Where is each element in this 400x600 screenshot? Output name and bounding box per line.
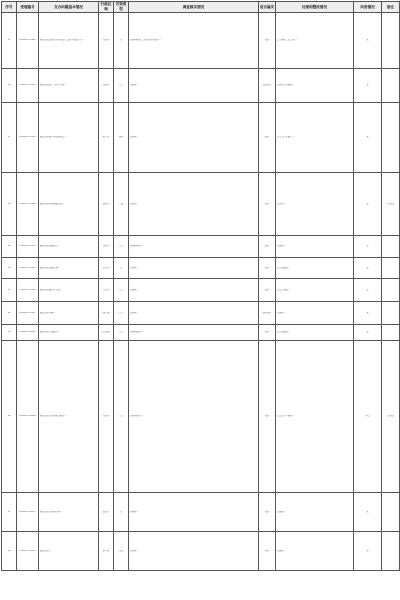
row-id bbox=[17, 103, 39, 173]
row-investigation-text: 经现场核查... bbox=[130, 331, 144, 334]
header-note: 备注 bbox=[382, 2, 400, 13]
row-result bbox=[259, 279, 276, 302]
row-description bbox=[39, 279, 99, 302]
row-investigation-text: 经调查... bbox=[130, 266, 139, 269]
row-type-text: 大气 bbox=[118, 311, 124, 314]
row-handling-text: 已责令停止施工... bbox=[277, 136, 295, 139]
header-result: 是否属实 bbox=[259, 2, 276, 13]
row-id-text: D3610-170215 bbox=[19, 510, 36, 513]
row-description bbox=[39, 236, 99, 258]
complaints-table bbox=[1, 1, 400, 571]
row-result bbox=[259, 236, 276, 258]
row-type bbox=[114, 532, 129, 571]
row-accountability-text: 无 bbox=[366, 136, 369, 139]
row-id bbox=[17, 236, 39, 258]
row-number-text: 17 bbox=[7, 136, 11, 139]
header-row bbox=[2, 2, 400, 13]
row-result-text: 属实 bbox=[264, 549, 270, 552]
row-handling-text: 已整改... bbox=[277, 311, 286, 314]
row-result-text: 属实 bbox=[264, 510, 270, 513]
row-region bbox=[99, 13, 114, 69]
row-region bbox=[99, 258, 114, 279]
row-result-text: 属实 bbox=[264, 266, 270, 269]
row-id bbox=[17, 493, 39, 532]
table-row bbox=[2, 279, 400, 302]
row-number-text: 16 bbox=[7, 84, 11, 87]
row-type-text: 大气 bbox=[118, 245, 124, 248]
row-id-text: D3610-170197 bbox=[19, 311, 36, 314]
row-investigation bbox=[129, 341, 259, 493]
row-investigation bbox=[129, 279, 259, 302]
row-note bbox=[382, 13, 400, 69]
row-region-text: 皇姑区 bbox=[102, 202, 110, 205]
row-handling bbox=[276, 532, 354, 571]
row-id bbox=[17, 279, 39, 302]
row-result-text: 属实 bbox=[264, 39, 270, 42]
row-id-text: D3610-170209 bbox=[19, 415, 36, 418]
row-handling bbox=[276, 103, 354, 173]
row-description-text: 群众反映... bbox=[40, 549, 51, 552]
row-accountability-text: 无 bbox=[366, 266, 369, 269]
row-description-text: 群众反映某小区噪声扰民... bbox=[40, 136, 67, 139]
row-number-text: 22 bbox=[7, 311, 11, 314]
row-region-text: 于洪区 bbox=[102, 266, 110, 269]
row-accountability-text: 无 bbox=[366, 288, 369, 291]
table-row bbox=[2, 236, 400, 258]
row-investigation-text: 经核查... bbox=[130, 84, 139, 87]
row-number bbox=[2, 302, 17, 325]
row-note bbox=[382, 258, 400, 279]
row-handling-text: 责令整改，已完成... bbox=[277, 39, 297, 42]
row-result bbox=[259, 173, 276, 236]
row-handling-text: 已责令停产整改... bbox=[277, 415, 295, 418]
table-row bbox=[2, 341, 400, 493]
row-investigation bbox=[129, 258, 259, 279]
row-number-text: 20 bbox=[7, 266, 11, 269]
row-accountability bbox=[354, 13, 382, 69]
row-investigation bbox=[129, 103, 259, 173]
row-description-text: 群众反映锅炉冒黑烟... bbox=[40, 288, 62, 291]
row-accountability bbox=[354, 258, 382, 279]
table-row bbox=[2, 532, 400, 571]
row-type bbox=[114, 341, 129, 493]
row-result bbox=[259, 532, 276, 571]
row-description bbox=[39, 173, 99, 236]
row-number bbox=[2, 341, 17, 493]
header-handling: 处理和整改情况 bbox=[276, 2, 354, 13]
row-number bbox=[2, 279, 17, 302]
row-description bbox=[39, 532, 99, 571]
row-region bbox=[99, 69, 114, 103]
row-note bbox=[382, 279, 400, 302]
row-number-text: 21 bbox=[7, 288, 11, 291]
row-description-text: 群众反映河道污染... bbox=[40, 266, 60, 269]
row-id-text: D3610-170202 bbox=[19, 331, 36, 334]
row-region bbox=[99, 493, 114, 532]
table-row bbox=[2, 173, 400, 236]
row-accountability-text: 无 bbox=[366, 202, 369, 205]
row-description bbox=[39, 325, 99, 341]
row-type-text: 其他 bbox=[118, 549, 124, 552]
row-result bbox=[259, 302, 276, 325]
row-type bbox=[114, 69, 129, 103]
row-id-text: D3610-170151 bbox=[19, 136, 36, 139]
row-handling-text: 已整改... bbox=[277, 245, 286, 248]
row-handling-text: 已完成整改... bbox=[277, 331, 291, 334]
row-type bbox=[114, 302, 129, 325]
row-id-text: D3610-170183 bbox=[19, 266, 36, 269]
row-handling bbox=[276, 493, 354, 532]
table-row bbox=[2, 325, 400, 341]
header-investigation: 调查核实情况 bbox=[129, 2, 259, 13]
row-number-text: 15 bbox=[7, 39, 11, 42]
row-note bbox=[382, 103, 400, 173]
row-handling-text: 已整改... bbox=[277, 549, 286, 552]
row-number bbox=[2, 103, 17, 173]
row-accountability-text: 问责 bbox=[365, 415, 370, 418]
row-accountability bbox=[354, 532, 382, 571]
row-type-text: 大气 bbox=[118, 331, 124, 334]
row-number-text: 24 bbox=[7, 415, 11, 418]
table-row bbox=[2, 493, 400, 532]
row-accountability bbox=[354, 103, 382, 173]
row-number bbox=[2, 325, 17, 341]
row-description-text: 群众反映异味... bbox=[40, 311, 56, 314]
row-id bbox=[17, 173, 39, 236]
row-description-text: 群众反映某工厂粉尘污染... bbox=[40, 84, 67, 87]
row-handling bbox=[276, 341, 354, 493]
row-accountability bbox=[354, 302, 382, 325]
row-id bbox=[17, 302, 39, 325]
row-number-text: 18 bbox=[7, 202, 11, 205]
row-result-text: 部分属实 bbox=[262, 311, 272, 314]
header-accountability: 问责情况 bbox=[354, 2, 382, 13]
row-investigation bbox=[129, 69, 259, 103]
row-number-text: 19 bbox=[7, 245, 11, 248]
row-accountability bbox=[354, 493, 382, 532]
row-type bbox=[114, 258, 129, 279]
row-description bbox=[39, 493, 99, 532]
row-id-text: D3610-170134 bbox=[19, 84, 36, 87]
row-description bbox=[39, 258, 99, 279]
row-investigation-text: 经核实... bbox=[130, 202, 139, 205]
row-description-text: 群众反映养殖场污染... bbox=[40, 510, 62, 513]
row-type bbox=[114, 13, 129, 69]
row-accountability-text: 无 bbox=[366, 39, 369, 42]
row-number bbox=[2, 13, 17, 69]
row-region-text: 沈河区 bbox=[102, 245, 110, 248]
header-type: 污染类型 bbox=[114, 2, 129, 13]
row-description-text: 群众反映工地扬尘... bbox=[40, 331, 60, 334]
row-note bbox=[382, 341, 400, 493]
row-investigation-text: 经调查核实... bbox=[130, 415, 144, 418]
row-id bbox=[17, 69, 39, 103]
row-result bbox=[259, 258, 276, 279]
header-desc: 交办问题基本情况 bbox=[39, 2, 99, 13]
row-id bbox=[17, 13, 39, 69]
row-note bbox=[382, 173, 400, 236]
row-description bbox=[39, 302, 99, 325]
row-type bbox=[114, 236, 129, 258]
row-region bbox=[99, 173, 114, 236]
row-id bbox=[17, 532, 39, 571]
row-handling bbox=[276, 279, 354, 302]
row-type-text: 大气 bbox=[118, 415, 124, 418]
row-investigation-text: 经调查... bbox=[130, 549, 139, 552]
row-type-text: 大气 bbox=[118, 288, 124, 291]
row-region-text: 浑南区 bbox=[102, 415, 110, 418]
row-id bbox=[17, 325, 39, 341]
row-accountability-text: 无 bbox=[366, 549, 369, 552]
row-description-text: 群众反映企业排放污染物... bbox=[40, 415, 67, 418]
row-investigation-text: 经现场检查... bbox=[130, 245, 144, 248]
row-region bbox=[99, 236, 114, 258]
row-number bbox=[2, 69, 17, 103]
row-handling bbox=[276, 302, 354, 325]
row-accountability bbox=[354, 69, 382, 103]
row-investigation bbox=[129, 13, 259, 69]
row-type-text: 水 bbox=[119, 39, 123, 42]
row-investigation bbox=[129, 493, 259, 532]
row-investigation bbox=[129, 325, 259, 341]
document-page bbox=[0, 1, 400, 600]
row-accountability-text: 无 bbox=[366, 311, 369, 314]
row-description bbox=[39, 69, 99, 103]
row-type-text: 土壤 bbox=[118, 202, 124, 205]
row-type bbox=[114, 325, 129, 341]
row-result-text: 属实 bbox=[264, 415, 270, 418]
row-accountability bbox=[354, 325, 382, 341]
row-result bbox=[259, 103, 276, 173]
row-accountability-text: 无 bbox=[366, 84, 369, 87]
header-id: 受理编号 bbox=[17, 2, 39, 13]
row-result bbox=[259, 69, 276, 103]
row-description-text: 群众反映沈阳市浑南区长白二街...排放污水... bbox=[40, 39, 84, 42]
row-handling bbox=[276, 258, 354, 279]
row-number-text: 23 bbox=[7, 331, 11, 334]
row-region bbox=[99, 279, 114, 302]
row-result bbox=[259, 341, 276, 493]
row-handling-text: 已完成整改... bbox=[277, 266, 291, 269]
row-investigation-text: 经核查... bbox=[130, 510, 139, 513]
row-region bbox=[99, 532, 114, 571]
row-type-text: 噪声 bbox=[118, 136, 124, 139]
row-region-text: 苏家屯区 bbox=[101, 311, 111, 314]
row-investigation bbox=[129, 302, 259, 325]
row-result bbox=[259, 325, 276, 341]
row-number-text: 26 bbox=[7, 549, 11, 552]
row-handling bbox=[276, 69, 354, 103]
row-id bbox=[17, 341, 39, 493]
row-result bbox=[259, 13, 276, 69]
row-number-text: 25 bbox=[7, 510, 11, 513]
row-handling bbox=[276, 236, 354, 258]
row-investigation-text: 经调查... bbox=[130, 136, 139, 139]
table-row bbox=[2, 103, 400, 173]
row-region-text: 大东区 bbox=[102, 288, 110, 291]
row-type bbox=[114, 493, 129, 532]
row-investigation bbox=[129, 532, 259, 571]
row-accountability-text: 无 bbox=[366, 510, 369, 513]
row-result-text: 部分属实 bbox=[262, 84, 272, 87]
row-region-text: 浑南区 bbox=[102, 39, 110, 42]
row-note bbox=[382, 325, 400, 341]
row-note bbox=[382, 302, 400, 325]
row-handling-text: 已督促企业整改... bbox=[277, 84, 295, 87]
table-row bbox=[2, 69, 400, 103]
row-handling-text: 已清理... bbox=[277, 202, 286, 205]
row-result-text: 属实 bbox=[264, 202, 270, 205]
row-description-text: 群众反映垃圾堆放问题... bbox=[40, 202, 64, 205]
row-investigation-text: 经调查... bbox=[130, 311, 139, 314]
row-type bbox=[114, 173, 129, 236]
row-result-text: 属实 bbox=[264, 136, 270, 139]
header-region: 行政区域 bbox=[99, 2, 114, 13]
row-description bbox=[39, 103, 99, 173]
row-handling-text: 已整改... bbox=[277, 510, 286, 513]
row-type-text: 水 bbox=[119, 266, 123, 269]
row-number bbox=[2, 258, 17, 279]
row-handling bbox=[276, 173, 354, 236]
row-investigation bbox=[129, 173, 259, 236]
row-note-text: 已办结 bbox=[387, 202, 394, 205]
row-result bbox=[259, 493, 276, 532]
row-result-text: 属实 bbox=[264, 245, 270, 248]
row-type bbox=[114, 279, 129, 302]
row-id-text: D3610-170190 bbox=[19, 288, 36, 291]
row-accountability-text: 无 bbox=[366, 331, 369, 334]
row-id-text: D3610-170121 bbox=[19, 39, 36, 42]
row-accountability bbox=[354, 173, 382, 236]
row-investigation-text: 经现场调查，该情况基本属实... bbox=[130, 39, 161, 42]
row-id-text: D3610-170172 bbox=[19, 245, 36, 248]
row-region-text: 新民市 bbox=[102, 510, 110, 513]
row-region bbox=[99, 103, 114, 173]
row-investigation-text: 经核查... bbox=[130, 288, 139, 291]
row-id-text: D3610-170221 bbox=[19, 549, 36, 552]
row-note-text: 已办结 bbox=[387, 415, 394, 418]
row-accountability bbox=[354, 341, 382, 493]
row-note bbox=[382, 69, 400, 103]
row-investigation bbox=[129, 236, 259, 258]
row-description bbox=[39, 341, 99, 493]
row-note bbox=[382, 236, 400, 258]
row-region-text: 铁西区 bbox=[102, 84, 110, 87]
row-region-text: 康平县 bbox=[102, 549, 110, 552]
row-handling bbox=[276, 325, 354, 341]
row-region bbox=[99, 302, 114, 325]
row-handling bbox=[276, 13, 354, 69]
row-region bbox=[99, 341, 114, 493]
row-result-text: 属实 bbox=[264, 331, 270, 334]
row-number bbox=[2, 236, 17, 258]
row-number bbox=[2, 532, 17, 571]
header-no: 序号 bbox=[2, 2, 17, 13]
row-result-text: 属实 bbox=[264, 288, 270, 291]
row-accountability-text: 无 bbox=[366, 245, 369, 248]
row-region-text: 和平区 bbox=[102, 136, 110, 139]
row-note bbox=[382, 493, 400, 532]
table-row bbox=[2, 13, 400, 69]
row-region bbox=[99, 325, 114, 341]
row-accountability bbox=[354, 236, 382, 258]
row-region-text: 沈北新区 bbox=[101, 331, 111, 334]
row-type bbox=[114, 103, 129, 173]
row-description-text: 群众反映油烟扰民... bbox=[40, 245, 60, 248]
row-type-text: 大气 bbox=[118, 84, 124, 87]
row-handling-text: 已责令整改... bbox=[277, 288, 291, 291]
table-row bbox=[2, 302, 400, 325]
row-number bbox=[2, 493, 17, 532]
table-row bbox=[2, 258, 400, 279]
row-type-text: 水 bbox=[119, 510, 123, 513]
row-note bbox=[382, 532, 400, 571]
row-accountability bbox=[354, 279, 382, 302]
row-number bbox=[2, 173, 17, 236]
row-id bbox=[17, 258, 39, 279]
row-id-text: D3610-170166 bbox=[19, 202, 36, 205]
row-description bbox=[39, 13, 99, 69]
